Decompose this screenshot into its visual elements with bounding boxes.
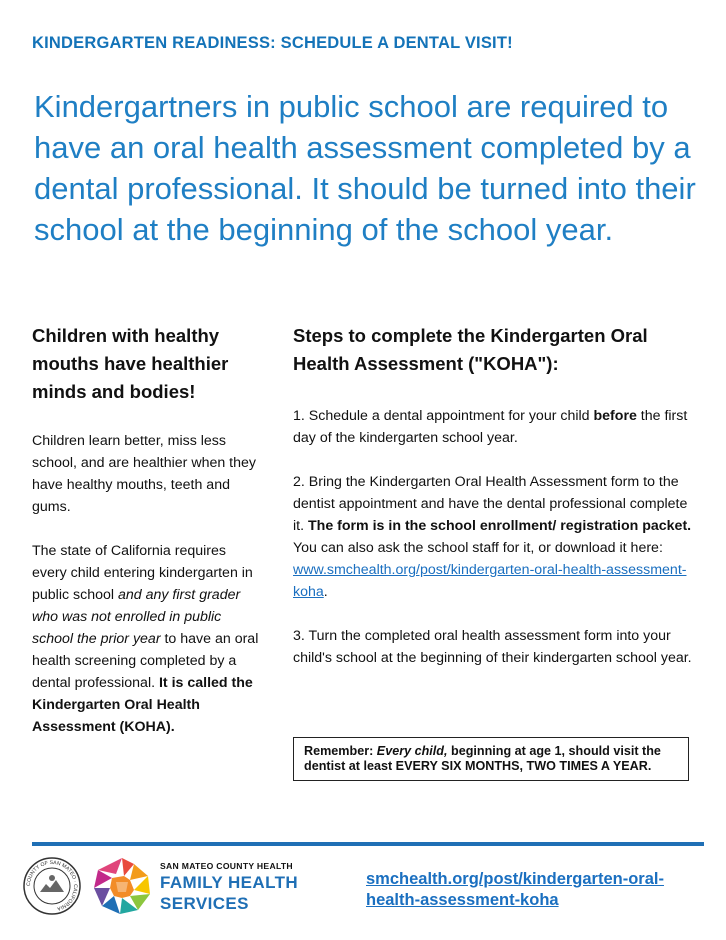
left-column [32,322,260,760]
seal-text: COUNTY OF SAN MATEO · CALIFORNIA [25,859,79,912]
koha-download-link[interactable]: www.smchealth.org/post/kindergarten-oral-health-assessment-koha [293,562,687,600]
remember-box [293,737,689,781]
para2-italic: and any first grader who was not enrolled in public school the prior year [32,587,241,647]
para2-bold: It is called the Kindergarten Oral Health Assessment (KOHA). [32,675,253,735]
step2-bold: The form is in the school enrollment/ registration packet. [307,518,692,534]
remember-text: beginning at age 1, should visit the dentist at least EVERY SIX MONTHS, TWO TIMES A YEAR. [304,744,661,773]
step2-end: . [323,584,328,600]
right-column [293,322,693,691]
footer-divider [32,842,704,846]
org-line-1: SAN MATEO COUNTY HEALTH [160,861,293,871]
county-seal-icon [22,856,82,916]
step2-text-c: You can also ask the school staff for it, or download it here: [293,540,663,556]
right-heading: Steps to complete the Kindergarten Oral Health Assessment ("KOHA"): [293,325,648,374]
left-heading: Children with healthy mouths have healthier minds and bodies! [32,325,229,402]
org-line-3: SERVICES [160,894,249,913]
para2-text-a: The state of California requires every child entering kindergarten in public school [32,543,253,603]
org-name [160,861,298,913]
step1-text-a: 1. Schedule a dental appointment for your child [293,408,594,424]
left-paragraph-2 [32,540,260,738]
step-2 [293,471,693,603]
left-paragraph-1: Children learn better, miss less school, and are healthier when they have healthy mouths, teeth and gums. [32,433,256,515]
step2-text-a: 2. Bring the Kindergarten Oral Health Assessment form to the dentist appointment and have the dental professional complete it. [293,474,688,534]
page-headline: Kindergartners in public school are required to have an oral health assessment completed by a dental professional. It should be turned into their school at the beginning of the school year. [34,89,696,247]
step1-text-c: the first day of the kindergarten school year. [293,408,688,446]
step1-bold: before [593,408,637,424]
org-line-2: FAMILY HEALTH [160,873,299,892]
step-3: 3. Turn the completed oral health assessment form into your child's school at the beginning of their kindergarten school year. [293,628,692,666]
remember-emphasis: Every child, [376,744,448,758]
step-1 [293,405,693,449]
para2-text-c: to have an oral health screening completed by a dental professional. [32,631,259,691]
footer-koha-link[interactable]: smchealth.org/post/kindergarten-oral-health-assessment-koha [366,870,664,909]
remember-label: Remember: [304,744,377,758]
family-health-services-logo-icon [90,854,154,918]
page-kicker: KINDERGARTEN READINESS: SCHEDULE A DENTAL VISIT! [32,34,513,52]
